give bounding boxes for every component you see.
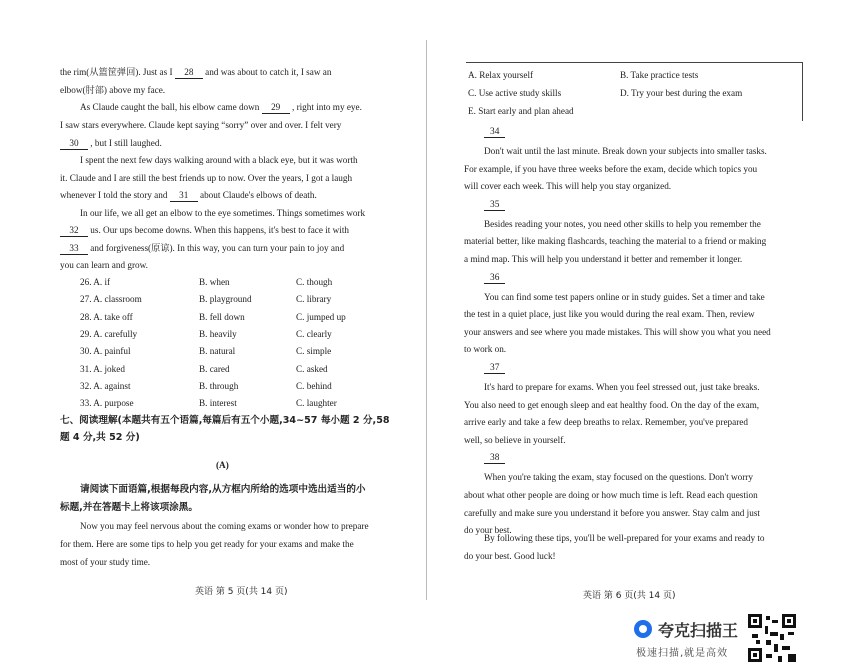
- passage-line: [60, 66, 331, 79]
- option-b: B. cared: [199, 363, 230, 374]
- passage-text: I saw stars everywhere. Claude kept saying “sorry” over and over. I felt very: [60, 120, 342, 130]
- blank-number: 30: [60, 137, 88, 150]
- option-c: C. behind: [296, 380, 332, 391]
- section-line: will cover each week. This will help you stay organized.: [464, 181, 672, 192]
- section-line: You can find some test papers online or in study guides. Set a timer and take: [484, 291, 765, 302]
- section-line: Don't wait until the last minute. Break down your subjects into smaller tasks.: [484, 146, 767, 156]
- section-line: do your best.: [464, 525, 512, 536]
- option-b: B. fell down: [199, 311, 245, 322]
- passage-line: [60, 84, 165, 96]
- section-line: You also need to get enough sleep and eat healthy food. On the day of the exam,: [464, 399, 760, 410]
- passage-text: whenever I told the story and: [60, 190, 170, 200]
- section-number-text: 37: [484, 363, 505, 374]
- section-line: It's hard to prepare for exams. When you feel stressed out, just take breaks.: [484, 382, 760, 392]
- section-line: to work on.: [464, 344, 507, 355]
- section-title-cont: 题 4 分,共 52 分): [60, 432, 140, 443]
- option-c: C. simple: [296, 346, 332, 357]
- option-b: B. heavily: [199, 328, 237, 339]
- blank-number: 29: [262, 101, 290, 114]
- passage-line: [60, 137, 162, 150]
- section-line: your answers and see where you made mistakes. This will show you what you need: [464, 326, 771, 337]
- option-b: B. interest: [199, 398, 237, 409]
- passage-text: the rim(从篮筐弹回). Just as I: [60, 67, 175, 77]
- page-footer-left: 英语 第 5 页(共 14 页): [195, 587, 288, 597]
- passage-text: , but I still laughed.: [88, 138, 162, 148]
- option-a: 30. A. painful: [80, 346, 131, 357]
- section-number: [484, 363, 505, 374]
- passage-line: [80, 101, 362, 114]
- box-option-d: D. Try your best during the exam: [620, 88, 743, 98]
- option-a: 31. A. joked: [80, 363, 125, 374]
- passage-text: you can learn and grow.: [60, 260, 148, 270]
- option-c: C. though: [296, 277, 333, 287]
- section-line: For example, if you have three weeks before the exam, decide which topics you: [464, 163, 758, 174]
- blank-number: 28: [175, 66, 203, 79]
- passage-line: [60, 259, 148, 271]
- section-line: carefully and make sure you understand it before you answer. Stay calm and just: [464, 507, 760, 518]
- blank-number: 33: [60, 242, 88, 255]
- passage-text: In our life, we all get an elbow to the eye sometimes. Things sometimes work: [80, 208, 366, 218]
- scanner-watermark: [630, 614, 800, 664]
- instruction: 请阅读下面语篇,根据每段内容,从方框内所给的选项中选出适当的小: [80, 484, 366, 495]
- box-option-c: C. Use active study skills: [468, 88, 562, 98]
- section-number-text: 34: [484, 127, 505, 138]
- passage-text: elbow(肘部) above my face.: [60, 85, 166, 95]
- passage-line: [60, 242, 344, 255]
- section-line: arrive early and take a few deep breaths to relax. Remember, you've prepared: [464, 417, 748, 428]
- part-label: (A): [216, 460, 229, 470]
- option-c: C. laughter: [296, 398, 337, 409]
- options-box: [466, 62, 803, 121]
- option-c: C. clearly: [296, 328, 332, 339]
- section-line: material better, like making flashcards, teaching the material to a friend or making: [464, 236, 767, 247]
- section-number: [484, 453, 505, 464]
- section-line: When you're taking the exam, stay focused on the questions. Don't worry: [484, 472, 753, 483]
- closing-line-1: By following these tips, you'll be well-prepared for your exams and ready to: [484, 533, 765, 543]
- section-number: [484, 273, 505, 284]
- passage-line: [60, 189, 317, 202]
- passage-line: [60, 119, 341, 131]
- section-number-text: 38: [484, 453, 505, 464]
- scanner-slogan: 极速扫描,就是高效: [636, 648, 729, 659]
- instruction-cont: 标题,并在答题卡上将该项涂黑。: [60, 502, 198, 513]
- option-a: 28. A. take off: [80, 311, 133, 322]
- box-option-b: B. Take practice tests: [620, 70, 699, 80]
- passage-text: and was about to catch it, I saw an: [202, 67, 332, 77]
- option-b: B. natural: [199, 346, 236, 357]
- blank-number: 32: [60, 224, 88, 237]
- closing-line-2: do your best. Good luck!: [464, 551, 556, 561]
- option-a: 26. A. if: [80, 277, 111, 287]
- option-c: C. asked: [296, 363, 328, 374]
- option-b: B. playground: [199, 294, 252, 305]
- passage-text: us. Our ups become downs. When this happens, it's best to face it with: [88, 225, 349, 235]
- option-a: 27. A. classroom: [80, 294, 142, 305]
- passage-text: I spent the next few days walking around with a black eye, but it was worth: [80, 155, 358, 165]
- section-number: [484, 200, 505, 211]
- intro-line-3: most of your study time.: [60, 557, 151, 567]
- passage-line: [60, 172, 352, 184]
- section-number-text: 36: [484, 273, 505, 284]
- option-a: 29. A. carefully: [80, 328, 138, 339]
- passage-line: [80, 207, 365, 219]
- section-line: a mind map. This will help you understand it better and remember it longer.: [464, 254, 743, 264]
- section-title: 七、阅读理解(本题共有五个语篇,每篇后有五个小题,34~57 每小题 2 分,58: [60, 415, 390, 426]
- passage-text: , right into my eye.: [289, 102, 362, 112]
- scanner-brand: 夸克扫描王: [658, 621, 739, 640]
- qr-code-icon: [748, 614, 796, 662]
- section-line: about what other people are doing or how much time is left. Read each question: [464, 490, 758, 500]
- passage-line: [80, 154, 358, 166]
- option-c: C. library: [296, 294, 332, 305]
- blank-number: 31: [170, 189, 198, 202]
- passage-text: and forgiveness(原谅). In this way, you can turn your pain to joy and: [88, 243, 345, 253]
- section-line: well, so believe in yourself.: [464, 434, 566, 445]
- option-c: C. jumped up: [296, 311, 346, 322]
- section-number-text: 35: [484, 200, 505, 211]
- box-option-e: E. Start early and plan ahead: [468, 106, 574, 116]
- scanner-logo-icon: [634, 620, 652, 638]
- section-number: [484, 127, 505, 138]
- passage-text: it. Claude and I are still the best friends up to now. Over the years, I got a laugh: [60, 173, 353, 183]
- intro-line-2: for them. Here are some tips to help you get ready for your exams and make the: [60, 539, 354, 549]
- intro-line-1: Now you may feel nervous about the coming exams or wonder how to prepare: [80, 521, 369, 531]
- passage-text: As Claude caught the ball, his elbow came down: [80, 102, 262, 112]
- passage-line: [60, 224, 349, 237]
- option-b: B. when: [199, 277, 230, 287]
- box-option-a: A. Relax yourself: [468, 70, 534, 80]
- section-line: the test in a quiet place, just like you would during the real exam. Then, review: [464, 309, 755, 320]
- option-b: B. through: [199, 380, 239, 391]
- section-line: Besides reading your notes, you need other skills to help you remember the: [484, 218, 761, 229]
- option-a: 32. A. against: [80, 380, 131, 391]
- option-a: 33. A. purpose: [80, 398, 134, 409]
- page-footer-right: 英语 第 6 页(共 14 页): [583, 591, 676, 601]
- passage-text: about Claude's elbows of death.: [197, 190, 317, 200]
